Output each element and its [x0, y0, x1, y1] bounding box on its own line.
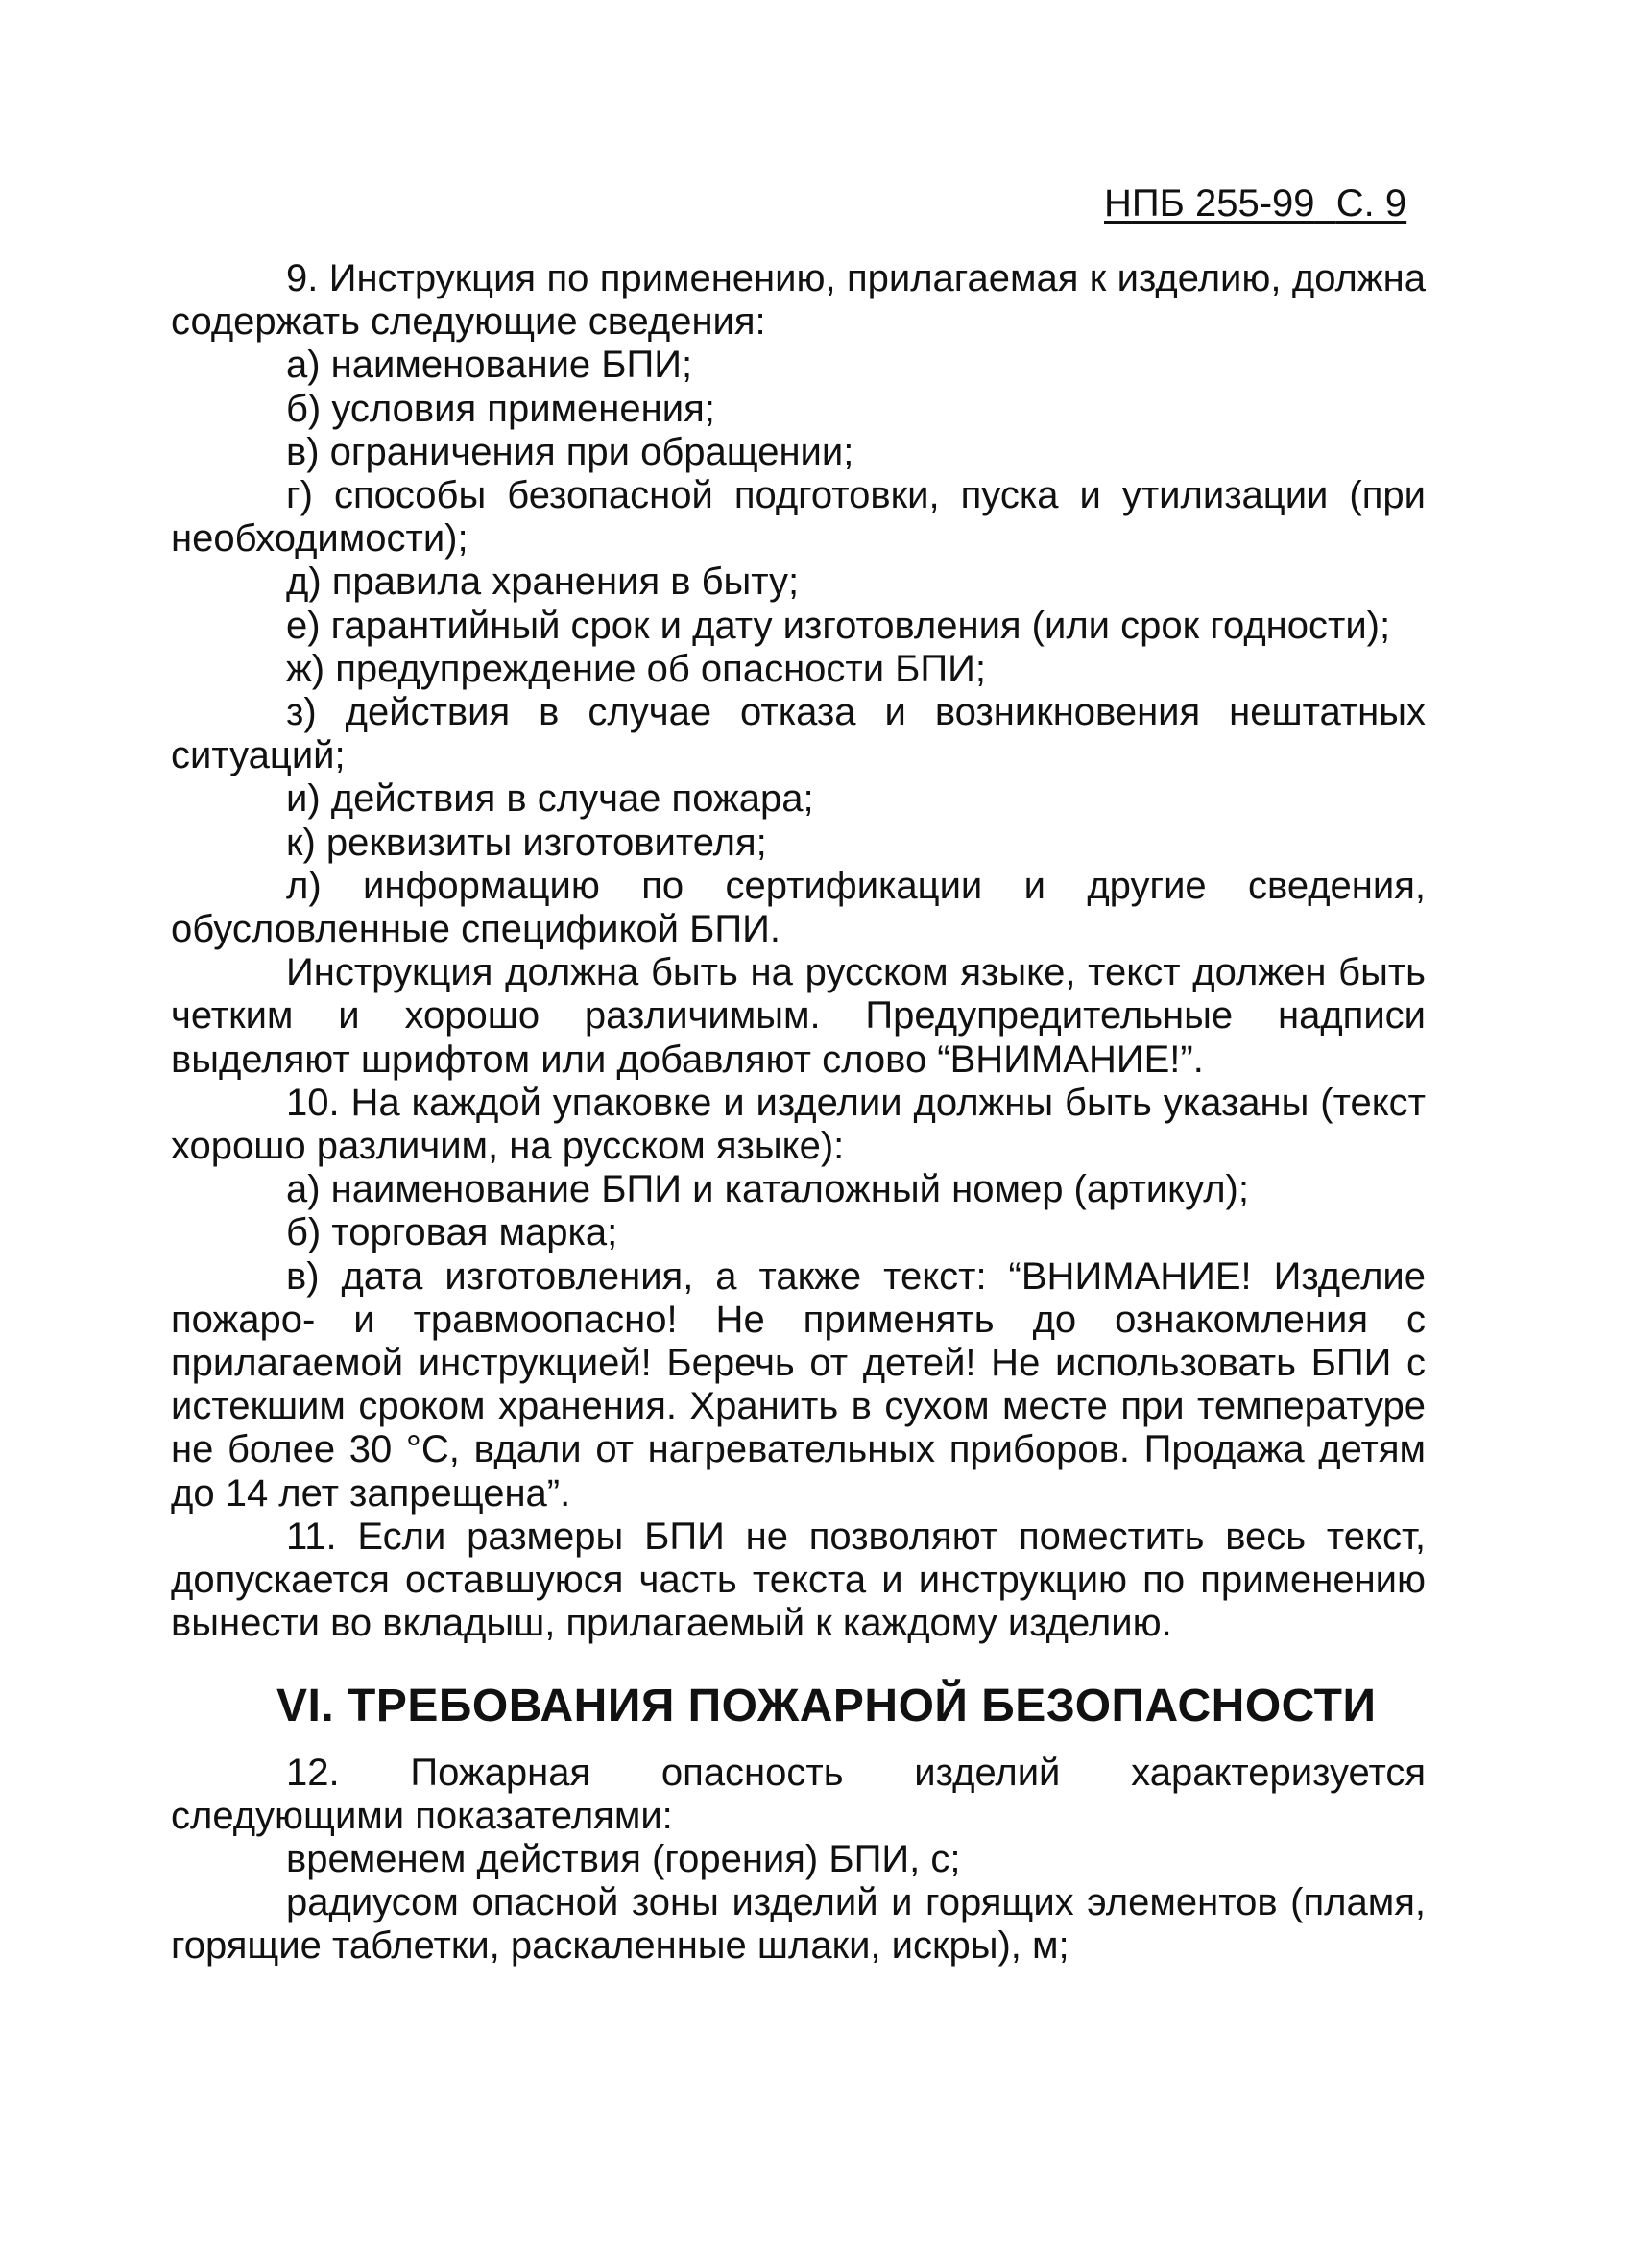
page-header: [1104, 180, 1406, 227]
list-item-12-radius: радиусом опасной зоны изделий и горящих элементов (пламя, горящие таблетки, раскаленные шлаки, искры), м;: [171, 1881, 1426, 1968]
list-item-9zh: ж) предупреждение об опасности БПИ;: [286, 647, 987, 690]
list-item-10v: в) дата изготовления, а также текст: “ВНИМАНИЕ! Изделие пожаро- и травмоопасно! Не применять до ознакомления с прилагаемой инструкцией! Беречь от детей! Не использовать БПИ с истекшим сроком хранения. Хранить в сухом месте при температуре не более 30 °С, вдали от нагревательных приборов. Продажа детям до 14 лет запрещена”.: [171, 1254, 1426, 1515]
list-item-9d: д) правила хранения в быту;: [286, 561, 800, 604]
list-item-10b: б) торговая марка;: [286, 1211, 618, 1254]
list-item-10a: а) наименование БПИ и каталожный номер (артикул);: [286, 1168, 1249, 1211]
paragraph-10-intro: 10. На каждой упаковке и изделии должны быть указаны (текст хорошо различим, на русском языке):: [171, 1081, 1426, 1168]
list-item-9b: б) условия применения;: [286, 387, 715, 430]
document-body: [171, 257, 1426, 1969]
list-item-9k: к) реквизиты изготовителя;: [286, 821, 767, 864]
page-number: С. 9: [1335, 182, 1407, 225]
list-item-9l: л) информацию по сертификации и другие сведения, обусловленные спецификой БПИ.: [171, 864, 1426, 951]
list-item-9z: з) действия в случае отказа и возникновения нештатных ситуаций;: [171, 691, 1426, 777]
document-code: НПБ 255-99: [1104, 182, 1315, 225]
paragraph-9-intro: 9. Инструкция по применению, прилагаемая к изделию, должна содержать следующие сведения:: [171, 257, 1426, 344]
paragraph-12-intro: 12. Пожарная опасность изделий характеризуется следующими показателями:: [171, 1751, 1426, 1837]
list-item-9g: г) способы безопасной подготовки, пуска и утилизации (при необходимости);: [171, 474, 1426, 561]
list-item-12-time: временем действия (горения) БПИ, с;: [286, 1837, 961, 1880]
list-item-9i: и) действия в случае пожара;: [286, 777, 814, 821]
list-item-9a: а) наименование БПИ;: [286, 344, 693, 387]
paragraph-11: 11. Если размеры БПИ не позволяют поместить весь текст, допускается оставшуюся часть текста и инструкцию по применению вынести во вкладыш, прилагаемый к каждому изделию.: [171, 1515, 1426, 1645]
list-item-9e: е) гарантийный срок и дату изготовления (или срок годности);: [286, 604, 1391, 647]
list-item-9v: в) ограничения при обращении;: [286, 430, 854, 473]
paragraph-9-note: Инструкция должна быть на русском языке, текст должен быть четким и хорошо различимым. Предупредительные надписи выделяют шрифтом или добавляют слово “ВНИМАНИЕ!”.: [171, 951, 1426, 1081]
section-heading: VI. ТРЕБОВАНИЯ ПОЖАРНОЙ БЕЗОПАСНОСТИ: [276, 1680, 1377, 1731]
